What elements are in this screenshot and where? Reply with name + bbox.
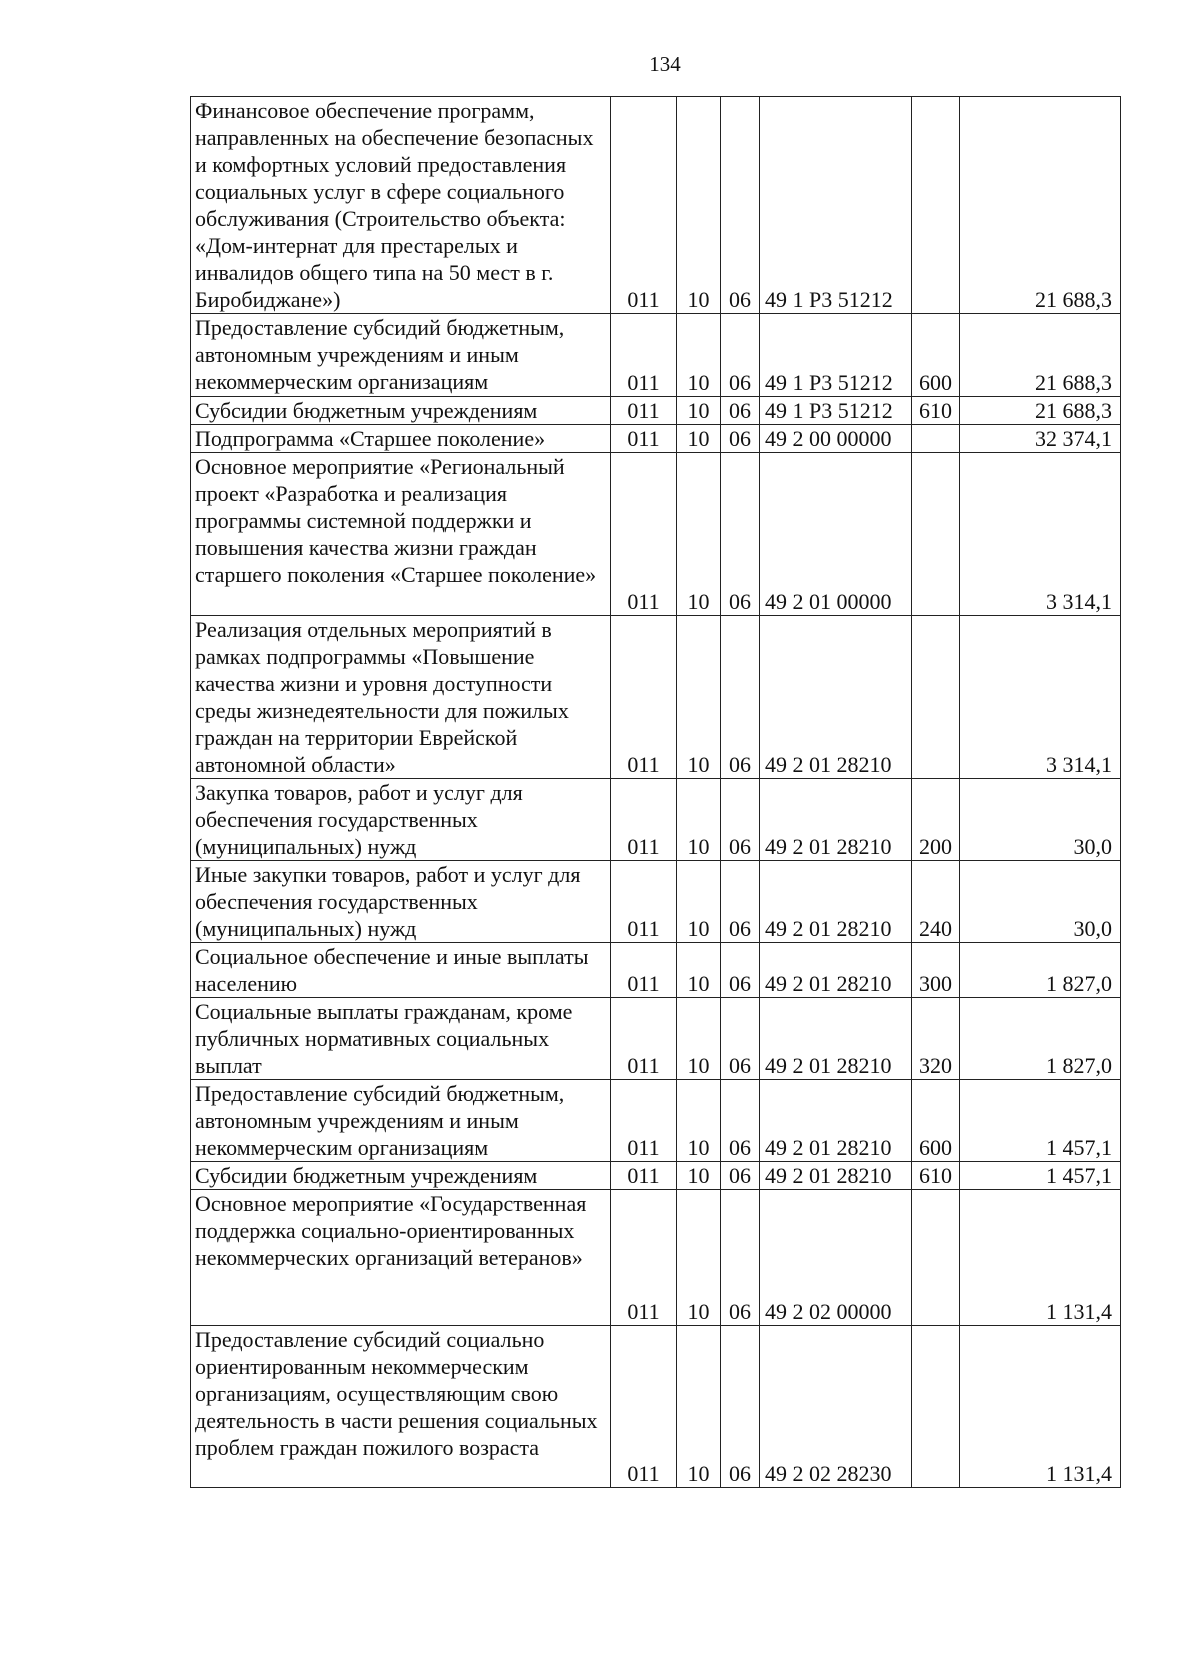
target-article-code: 49 1 Р3 51212 xyxy=(760,97,912,314)
section-code: 10 xyxy=(677,998,721,1080)
expense-type-code: 240 xyxy=(912,861,960,943)
table-row xyxy=(191,861,1121,943)
amount: 3 314,1 xyxy=(960,453,1121,616)
expense-type-code: 610 xyxy=(912,397,960,425)
amount: 1 131,4 xyxy=(960,1190,1121,1326)
ministry-code: 011 xyxy=(611,425,677,453)
table-row xyxy=(191,314,1121,397)
row-name: Субсидии бюджетным учреждениям xyxy=(191,397,611,425)
section-code: 10 xyxy=(677,314,721,397)
ministry-code: 011 xyxy=(611,453,677,616)
page-number: 134 xyxy=(649,52,681,76)
target-article-code: 49 2 01 28210 xyxy=(760,1080,912,1162)
budget-table-body xyxy=(191,97,1121,1488)
amount: 1 457,1 xyxy=(960,1080,1121,1162)
subsection-code: 06 xyxy=(721,1190,760,1326)
amount: 30,0 xyxy=(960,779,1121,861)
target-article-code: 49 2 01 28210 xyxy=(760,998,912,1080)
amount: 1 457,1 xyxy=(960,1162,1121,1190)
ministry-code: 011 xyxy=(611,97,677,314)
table-row xyxy=(191,1080,1121,1162)
expense-type-code xyxy=(912,453,960,616)
expense-type-code: 600 xyxy=(912,1080,960,1162)
subsection-code: 06 xyxy=(721,453,760,616)
subsection-code: 06 xyxy=(721,1080,760,1162)
table-row xyxy=(191,397,1121,425)
table-row xyxy=(191,998,1121,1080)
row-name: Подпрограмма «Старшее поколение» xyxy=(191,425,611,453)
target-article-code: 49 1 Р3 51212 xyxy=(760,397,912,425)
ministry-code: 011 xyxy=(611,397,677,425)
ministry-code: 011 xyxy=(611,314,677,397)
section-code: 10 xyxy=(677,1190,721,1326)
ministry-code: 011 xyxy=(611,616,677,779)
section-code: 10 xyxy=(677,397,721,425)
table-row xyxy=(191,616,1121,779)
row-name: Закупка товаров, работ и услуг для обеспечения государственных (муниципальных) нужд xyxy=(191,779,611,861)
amount: 1 827,0 xyxy=(960,998,1121,1080)
section-code: 10 xyxy=(677,1080,721,1162)
subsection-code: 06 xyxy=(721,998,760,1080)
subsection-code: 06 xyxy=(721,861,760,943)
ministry-code: 011 xyxy=(611,1190,677,1326)
subsection-code: 06 xyxy=(721,779,760,861)
row-name: Предоставление субсидий социально ориентированным некоммерческим организациям, осуществляющим свою деятельность в части решения социальных проблем граждан пожилого возраста xyxy=(191,1326,611,1488)
target-article-code: 49 2 01 00000 xyxy=(760,453,912,616)
row-name: Социальное обеспечение и иные выплаты населению xyxy=(191,943,611,998)
amount: 32 374,1 xyxy=(960,425,1121,453)
ministry-code: 011 xyxy=(611,1080,677,1162)
subsection-code: 06 xyxy=(721,1162,760,1190)
subsection-code: 06 xyxy=(721,314,760,397)
row-name: Основное мероприятие «Государственная поддержка социально-ориентированных некоммерческих организаций ветеранов» xyxy=(191,1190,611,1326)
expense-type-code xyxy=(912,425,960,453)
expense-type-code: 200 xyxy=(912,779,960,861)
section-code: 10 xyxy=(677,425,721,453)
subsection-code: 06 xyxy=(721,425,760,453)
row-name: Финансовое обеспечение программ, направленных на обеспечение безопасных и комфортных условий предоставления социальных услуг в сфере социального обслуживания (Строительство объекта: «Дом-интернат для престарелых и инвалидов общего типа на 50 мест в г. Биробиджане») xyxy=(191,97,611,314)
subsection-code: 06 xyxy=(721,397,760,425)
row-name: Предоставление субсидий бюджетным, автономным учреждениям и иным некоммерческим организациям xyxy=(191,314,611,397)
table-row xyxy=(191,943,1121,998)
table-row xyxy=(191,97,1121,314)
section-code: 10 xyxy=(677,861,721,943)
ministry-code: 011 xyxy=(611,1326,677,1488)
target-article-code: 49 1 Р3 51212 xyxy=(760,314,912,397)
target-article-code: 49 2 00 00000 xyxy=(760,425,912,453)
amount: 21 688,3 xyxy=(960,397,1121,425)
ministry-code: 011 xyxy=(611,943,677,998)
amount: 21 688,3 xyxy=(960,97,1121,314)
target-article-code: 49 2 01 28210 xyxy=(760,1162,912,1190)
section-code: 10 xyxy=(677,1326,721,1488)
target-article-code: 49 2 01 28210 xyxy=(760,861,912,943)
expense-type-code: 320 xyxy=(912,998,960,1080)
subsection-code: 06 xyxy=(721,943,760,998)
ministry-code: 011 xyxy=(611,1162,677,1190)
ministry-code: 011 xyxy=(611,861,677,943)
amount: 1 131,4 xyxy=(960,1326,1121,1488)
ministry-code: 011 xyxy=(611,779,677,861)
target-article-code: 49 2 01 28210 xyxy=(760,779,912,861)
subsection-code: 06 xyxy=(721,1326,760,1488)
section-code: 10 xyxy=(677,616,721,779)
row-name: Реализация отдельных мероприятий в рамках подпрограммы «Повышение качества жизни и уровня доступности среды жизнедеятельности для пожилых граждан на территории Еврейской автономной области» xyxy=(191,616,611,779)
section-code: 10 xyxy=(677,779,721,861)
row-name: Социальные выплаты гражданам, кроме публичных нормативных социальных выплат xyxy=(191,998,611,1080)
amount: 3 314,1 xyxy=(960,616,1121,779)
section-code: 10 xyxy=(677,943,721,998)
expense-type-code: 600 xyxy=(912,314,960,397)
amount: 21 688,3 xyxy=(960,314,1121,397)
expense-type-code xyxy=(912,616,960,779)
subsection-code: 06 xyxy=(721,97,760,314)
expense-type-code: 610 xyxy=(912,1162,960,1190)
table-row xyxy=(191,1190,1121,1326)
row-name: Предоставление субсидий бюджетным, автономным учреждениям и иным некоммерческим организациям xyxy=(191,1080,611,1162)
target-article-code: 49 2 02 00000 xyxy=(760,1190,912,1326)
target-article-code: 49 2 01 28210 xyxy=(760,943,912,998)
table-row xyxy=(191,453,1121,616)
section-code: 10 xyxy=(677,97,721,314)
table-row xyxy=(191,1326,1121,1488)
table-row xyxy=(191,779,1121,861)
expense-type-code xyxy=(912,1190,960,1326)
row-name: Субсидии бюджетным учреждениям xyxy=(191,1162,611,1190)
amount: 1 827,0 xyxy=(960,943,1121,998)
subsection-code: 06 xyxy=(721,616,760,779)
ministry-code: 011 xyxy=(611,998,677,1080)
expense-type-code xyxy=(912,1326,960,1488)
table-row xyxy=(191,425,1121,453)
table-row xyxy=(191,1162,1121,1190)
row-name: Иные закупки товаров, работ и услуг для обеспечения государственных (муниципальных) нужд xyxy=(191,861,611,943)
expense-type-code: 300 xyxy=(912,943,960,998)
budget-table xyxy=(190,96,1121,1488)
target-article-code: 49 2 01 28210 xyxy=(760,616,912,779)
target-article-code: 49 2 02 28230 xyxy=(760,1326,912,1488)
section-code: 10 xyxy=(677,453,721,616)
amount: 30,0 xyxy=(960,861,1121,943)
section-code: 10 xyxy=(677,1162,721,1190)
expense-type-code xyxy=(912,97,960,314)
row-name: Основное мероприятие «Региональный проект «Разработка и реализация программы системной поддержки и повышения качества жизни граждан старшего поколения «Старшее поколение» xyxy=(191,453,611,616)
